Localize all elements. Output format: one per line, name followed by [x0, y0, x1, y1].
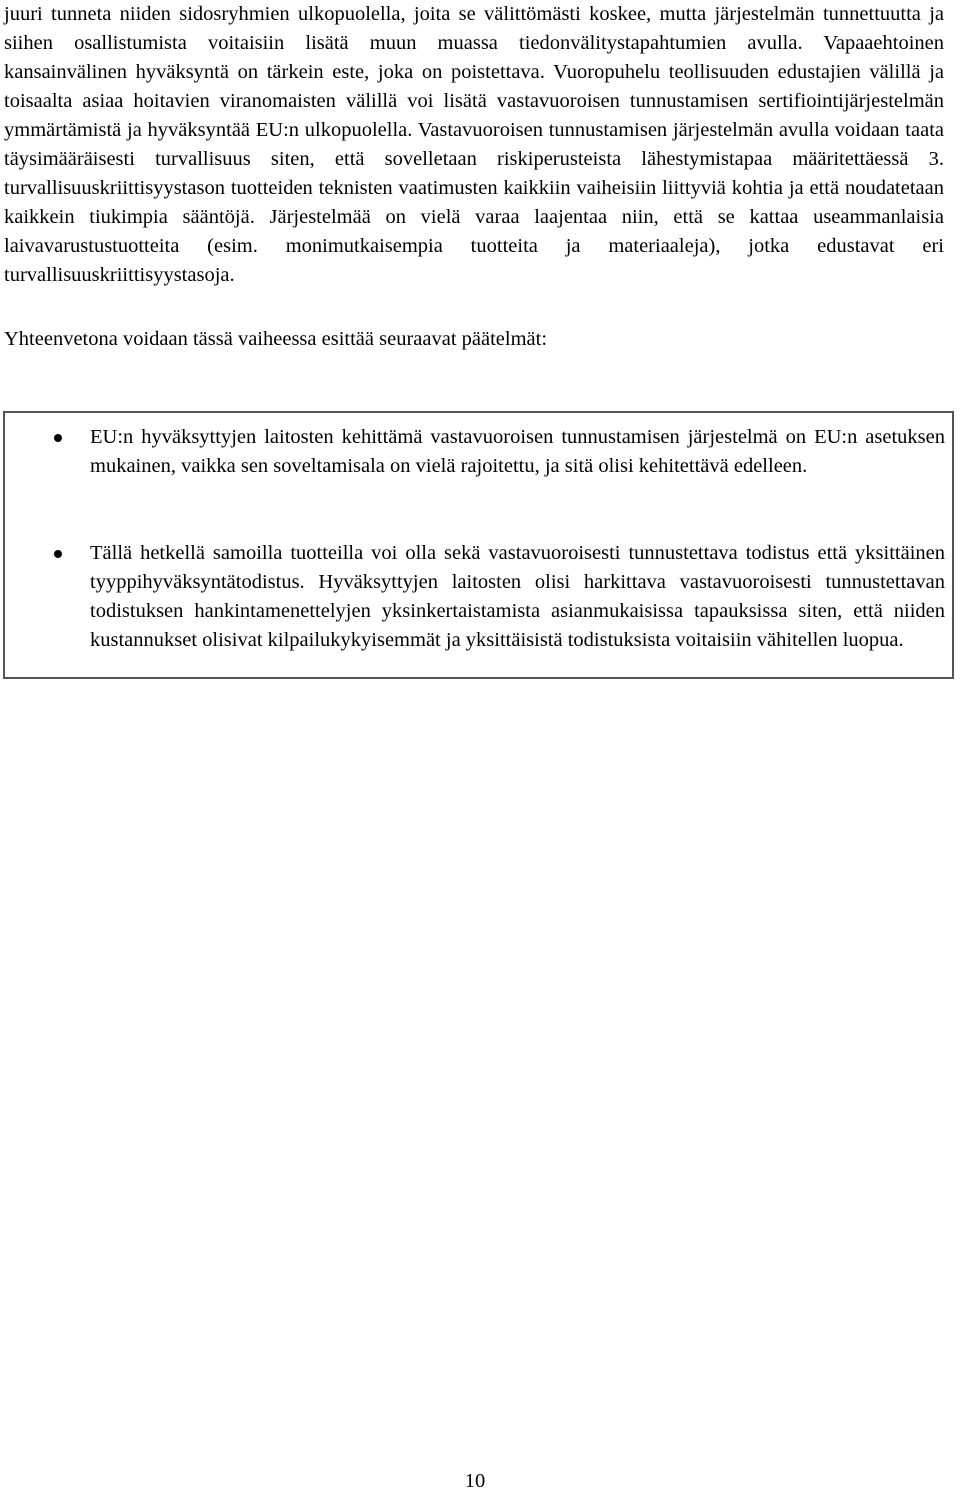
page-number: 10 [464, 1470, 486, 1492]
conclusion-text-2: Tällä hetkellä samoilla tuotteilla voi olla sekä vastavuoroisesti tunnustettava todistus että yksittäinen tyyppihyväksyntätodistus. Hyväksyttyjen laitosten olisi harkittava vastavuoroisesti tunnustettavan todistuksen hankintamenettelyjen yksinkertaistamista asianmukaisissa tapauksissa siten, että niiden kustannukset olisivat kilpailukykyisemmät ja yksittäisistä todistuksista voitaisiin vähitellen luopua. [90, 542, 945, 651]
bullet-icon [54, 550, 62, 558]
conclusion-item-1 [90, 423, 945, 481]
document-page [4, 0, 944, 354]
summary-lead-text: Yhteenvetona voidaan tässä vaiheessa esittää seuraavat päätelmät: [4, 328, 548, 350]
conclusions-box [3, 411, 954, 679]
bullet-icon [54, 434, 62, 442]
intro-paragraph: juuri tunneta niiden sidosryhmien ulkopuolella, joita se välittömästi koskee, mutta järjestelmän tunnettuutta ja siihen osallistumista voitaisiin lisätä muun muassa tiedonvälitystapahtumien avulla. Vapaaehtoinen kansainvälinen hyväksyntä on tärkein este, joka on poistettava. Vuoropuhelu teollisuuden edustajien välillä ja toisaalta asiaa hoitavien viranomaisten välillä voi lisätä vastavuoroisen tunnustamisen sertifiointijärjestelmän ymmärtämistä ja hyväksyntää EU:n ulkopuolella. Vastavuoroisen tunnustamisen järjestelmän avulla voidaan taata täysimääräisesti turvallisuus siten, että sovelletaan riskiperusteista lähestymistapaa määritettäessä 3. turvallisuuskriittisyystason tuotteiden teknisten vaatimusten kaikkiin vaiheisiin liittyviä kohtia ja että noudatetaan kaikkein tiukimpia sääntöjä. Järjestelmää on vielä varaa laajentaa niin, että se kattaa useammanlaisia laivavarustustuotteita (esim. monimutkaisempia tuotteita ja materiaaleja), jotka edustavat eri turvallisuuskriittisyystasoja. [4, 3, 944, 286]
conclusion-item-2 [90, 539, 945, 655]
conclusion-text-1: EU:n hyväksyttyjen laitosten kehittämä vastavuoroisen tunnustamisen järjestelmä on EU:n asetuksen mukainen, vaikka sen soveltamisala on vielä rajoitettu, ja sitä olisi kehitettävä edelleen. [90, 426, 945, 477]
